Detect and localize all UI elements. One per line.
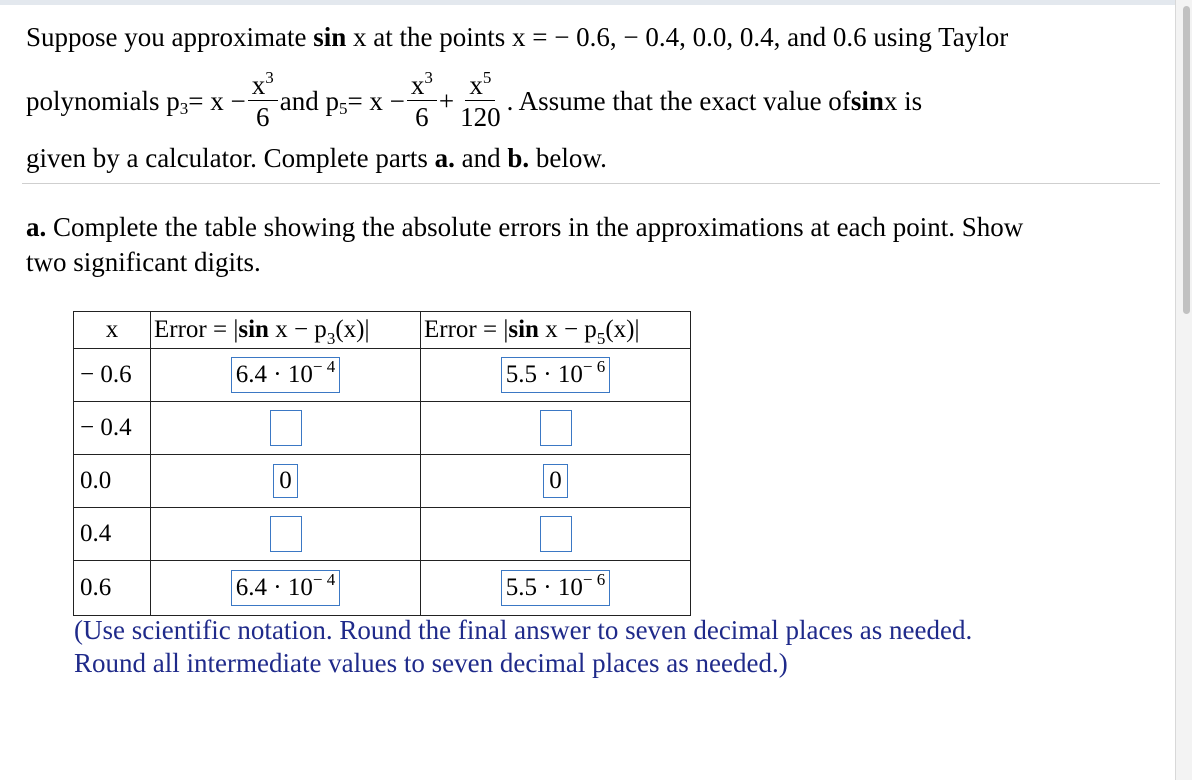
frac-denominator: 6 xyxy=(415,102,429,132)
fraction-x5-over-120 xyxy=(456,67,505,132)
instruction-note-line-1: (Use scientific notation. Round the final answer to seven decimal places as needed. xyxy=(74,615,973,645)
problem-text: polynomials p xyxy=(26,85,180,116)
frac-numerator: x xyxy=(251,69,266,100)
row-x-value: 0.0 xyxy=(74,455,151,508)
plus-sign: + xyxy=(438,85,455,116)
answer-mantissa: 6.4 · 10 xyxy=(235,361,313,389)
problem-line-1 xyxy=(26,24,1008,51)
header-text: Error = | xyxy=(424,316,509,343)
section-divider xyxy=(22,183,1160,184)
window-top-strip xyxy=(0,0,1192,5)
answer-box-error-p3[interactable] xyxy=(231,357,340,393)
problem-text: x is xyxy=(883,85,923,116)
error-p3-cell xyxy=(151,455,421,508)
error-p3-cell xyxy=(151,508,421,561)
error-p5-cell xyxy=(421,561,691,616)
p5-equals: = x − xyxy=(347,85,405,116)
part-a-ref: a. xyxy=(434,143,455,173)
error-p5-cell xyxy=(421,349,691,402)
answer-mantissa: 5.5 · 10 xyxy=(505,574,583,602)
error-p3-cell xyxy=(151,561,421,616)
header-x: x xyxy=(74,312,151,349)
header-text: x − p xyxy=(268,316,327,343)
part-a-text: Complete the table showing the absolute errors in the approximations at each point. Show xyxy=(46,212,1024,242)
answer-exponent: − 6 xyxy=(582,570,606,590)
empty-answer-box-error-p3[interactable] xyxy=(270,410,302,446)
problem-line-2 xyxy=(26,62,922,140)
part-a-line-2 xyxy=(26,249,261,276)
empty-answer-box-error-p5[interactable] xyxy=(540,516,572,552)
frac-exponent: 3 xyxy=(265,67,274,87)
part-a-line-1 xyxy=(26,214,1023,241)
header-text: (x)| xyxy=(605,316,640,343)
problem-text: x at the points x = − 0.6, − 0.4, 0.0, 0.4, and 0.6 using Taylor xyxy=(346,22,1009,52)
answer-box-error-p3[interactable] xyxy=(231,570,340,606)
header-text: Error = | xyxy=(154,316,239,343)
answer-mantissa: 6.4 · 10 xyxy=(235,574,313,602)
answer-box-error-p5[interactable]: 0 xyxy=(543,464,568,499)
p5-subscript: 5 xyxy=(596,329,606,348)
part-a-text: two significant digits. xyxy=(26,247,261,277)
header-text: x − p xyxy=(538,316,597,343)
sin-bold: sin xyxy=(850,85,884,116)
p3-equals: = x − xyxy=(188,85,246,116)
fraction-x3-over-6 xyxy=(248,67,278,132)
answer-box-error-p5[interactable] xyxy=(501,357,610,393)
row-x-value: 0.4 xyxy=(74,508,151,561)
p5-subscript: 5 xyxy=(338,98,348,118)
p3-subscript: 3 xyxy=(179,98,189,118)
problem-text: below. xyxy=(529,143,607,173)
error-p3-cell xyxy=(151,402,421,455)
problem-text: and p xyxy=(279,85,339,116)
row-x-value: − 0.4 xyxy=(74,402,151,455)
table-row xyxy=(74,508,691,561)
frac-numerator: x xyxy=(469,69,483,100)
part-a-label: a. xyxy=(26,212,47,242)
fraction-x3-over-6 xyxy=(407,67,437,132)
error-p5-cell xyxy=(421,455,691,508)
table-header-row xyxy=(74,312,691,349)
empty-answer-box-error-p3[interactable] xyxy=(270,516,302,552)
sin-bold: sin xyxy=(313,22,347,52)
vertical-scrollbar[interactable] xyxy=(1175,0,1192,780)
row-x-value: 0.6 xyxy=(74,561,151,616)
header-error-p5 xyxy=(421,312,691,349)
table-row xyxy=(74,455,691,508)
error-p5-cell xyxy=(421,508,691,561)
empty-answer-box-error-p5[interactable] xyxy=(540,410,572,446)
table-row xyxy=(74,402,691,455)
problem-text: given by a calculator. Complete parts xyxy=(26,143,435,173)
instruction-note-line-2: Round all intermediate values to seven decimal places as needed.) xyxy=(74,648,788,678)
header-text: (x)| xyxy=(335,316,370,343)
answer-box-error-p5[interactable] xyxy=(501,570,610,606)
answer-exponent: − 4 xyxy=(312,570,336,590)
frac-denominator: 120 xyxy=(460,102,501,132)
answer-exponent: − 6 xyxy=(582,357,606,377)
part-b-ref: b. xyxy=(507,143,530,173)
frac-exponent: 5 xyxy=(482,67,492,87)
row-x-value: − 0.6 xyxy=(74,349,151,402)
p3-subscript: 3 xyxy=(326,329,336,348)
answer-exponent: − 4 xyxy=(312,357,336,377)
frac-denominator: 6 xyxy=(255,102,270,132)
scrollbar-thumb[interactable] xyxy=(1183,6,1190,314)
problem-text: Suppose you approximate xyxy=(26,22,314,52)
sin-bold: sin xyxy=(508,316,539,343)
problem-line-3 xyxy=(26,145,607,172)
answer-mantissa: 5.5 · 10 xyxy=(505,361,583,389)
frac-exponent: 3 xyxy=(424,67,433,87)
error-p5-cell xyxy=(421,402,691,455)
problem-text: and xyxy=(454,143,508,173)
answer-box-error-p3[interactable]: 0 xyxy=(273,464,298,499)
table-row xyxy=(74,561,691,616)
table-row xyxy=(74,349,691,402)
sin-bold: sin xyxy=(238,316,269,343)
error-p3-cell xyxy=(151,349,421,402)
error-table xyxy=(73,311,691,616)
header-error-p3 xyxy=(151,312,421,349)
problem-text: . Assume that the exact value of xyxy=(506,85,851,116)
frac-numerator: x xyxy=(410,69,425,100)
